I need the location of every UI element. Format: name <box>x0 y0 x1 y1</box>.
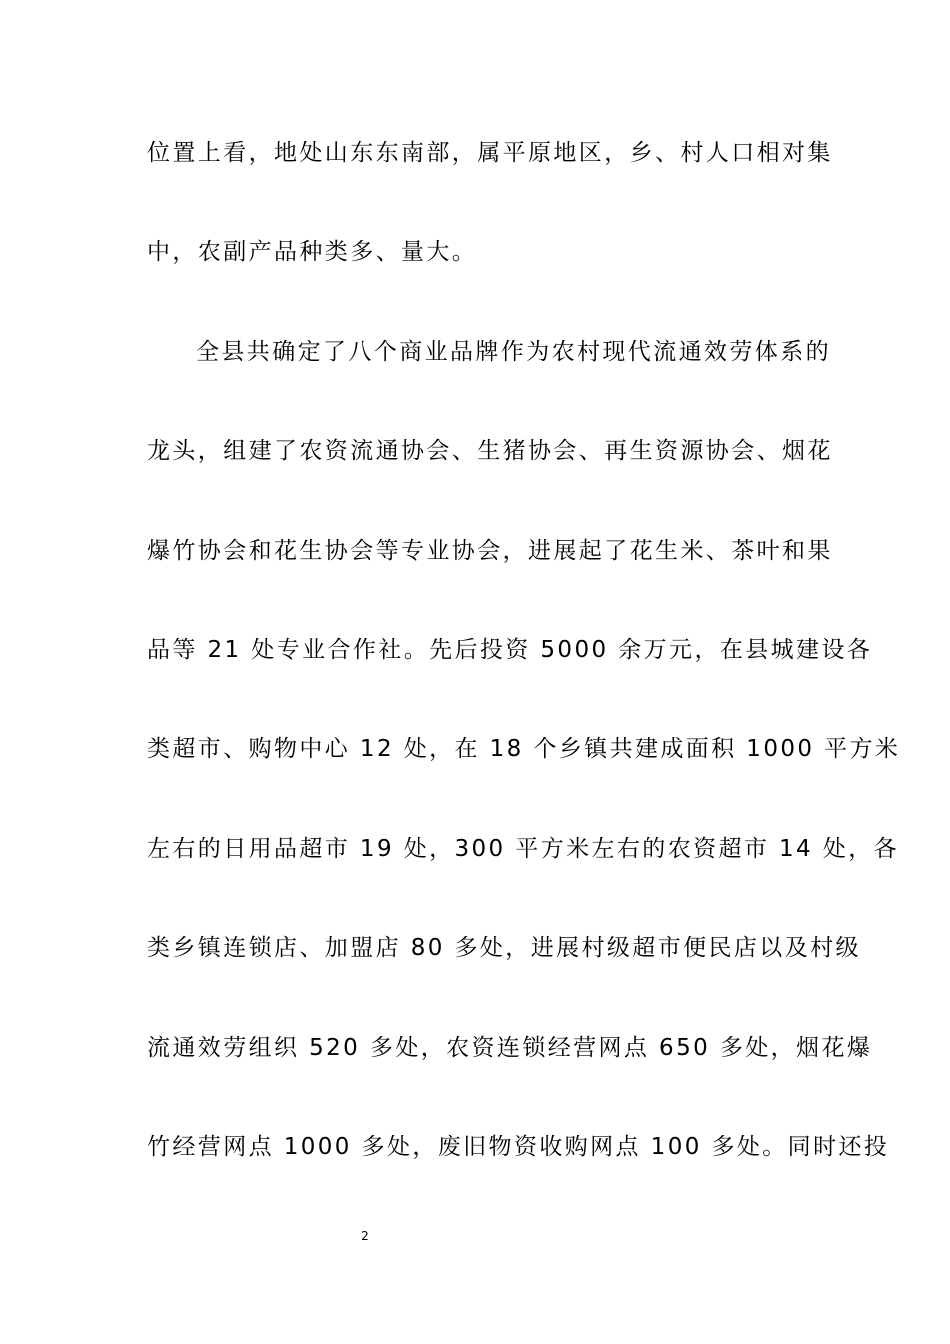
text-line-9: 类乡镇连锁店、加盟店 80 多处，进展村级超市便民店以及村级 <box>147 935 861 961</box>
page-number: 2 <box>361 1229 369 1243</box>
text-line-7: 类超市、购物中心 12 处，在 18 个乡镇共建成面积 1000 平方米 <box>147 736 901 762</box>
text-line-2: 中，农副产品种类多、量大。 <box>147 239 478 265</box>
text-line-1: 位置上看，地处山东东南部，属平原地区，乡、村人口相对集 <box>147 140 833 166</box>
text-line-3: 全县共确定了八个商业品牌作为农村现代流通效劳体系的 <box>196 339 831 365</box>
text-line-11: 竹经营网点 1000 多处，废旧物资收购网点 100 多处。同时还投 <box>147 1134 890 1160</box>
text-line-10: 流通效劳组织 520 多处，农资连锁经营网点 650 多处，烟花爆 <box>147 1035 873 1061</box>
text-line-6: 品等 21 处专业合作社。先后投资 5000 余万元，在县城建设各 <box>147 637 873 663</box>
text-line-4: 龙头，组建了农资流通协会、生猪协会、再生资源协会、烟花 <box>147 438 833 464</box>
text-line-5: 爆竹协会和花生协会等专业协会，进展起了花生米、茶叶和果 <box>147 538 833 564</box>
text-line-8: 左右的日用品超市 19 处，300 平方米左右的农资超市 14 处，各 <box>147 836 899 862</box>
